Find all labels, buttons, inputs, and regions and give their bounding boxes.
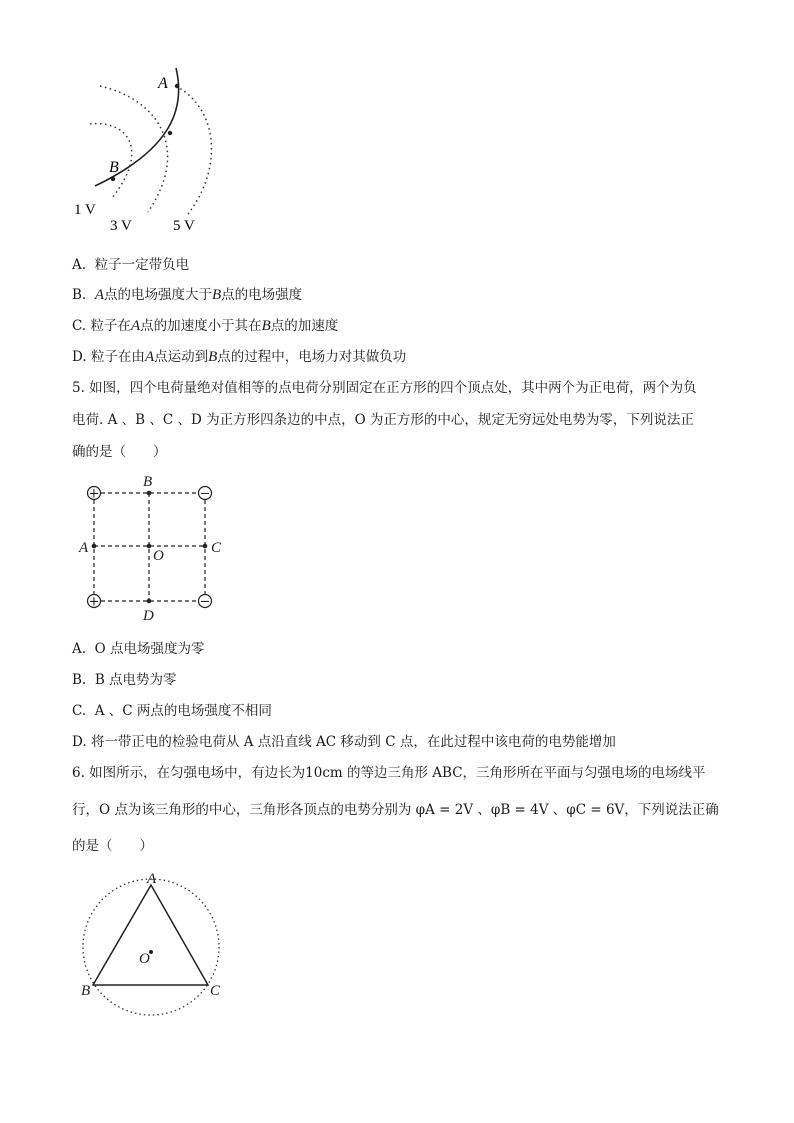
label-1v: 1 V <box>74 202 96 218</box>
q6-stem-line2: 行，O 点为该三角形的中心，三角形各顶点的电势分别为 φA = 2V 、φB = 4V 、φC = 6V，下列说法正确 <box>72 802 719 818</box>
q4-option-c: C. 粒子在A点的加速度小于其在B点的加速度 <box>72 318 339 334</box>
q5-option-b: B. B 点电势为零 <box>72 672 177 688</box>
q4-option-b: B. A点的电场强度大于B点的电场强度 <box>72 287 303 303</box>
label-q6-o: O <box>139 951 150 967</box>
q6-stem-line3: 的是（ ） <box>72 838 153 854</box>
label-3v: 3 V <box>110 218 132 234</box>
circumscribed-circle <box>83 879 219 1015</box>
triangle-abc <box>93 885 208 985</box>
q6-stem-line1: 6. 如图所示，在匀强电场中，有边长为10cm 的等边三角形 ABC，三角形所在平面与匀强电场的电场线平 <box>72 765 706 781</box>
label-q6-a: A <box>147 871 157 887</box>
q4-option-d: D. 粒子在由A点运动到B点的过程中，电场力对其做负功 <box>72 349 407 365</box>
charge-sign-bottom-right: − <box>199 594 211 610</box>
label-q5-c: C <box>211 540 222 556</box>
charge-sign-top-left: + <box>88 486 100 502</box>
label-q5-a: A <box>79 540 89 556</box>
label-point-a: A <box>158 75 168 92</box>
q5-stem-line3: 确的是（ ） <box>72 444 167 460</box>
label-q5-b: B <box>143 474 153 490</box>
q5-option-d: D. 将一带正电的检验电荷从 A 点沿直线 AC 移动到 C 点，在此过程中该电荷的电势能增加 <box>72 734 616 750</box>
q5-option-c: C. A 、C 两点的电场强度不相同 <box>72 703 272 719</box>
label-q6-b: B <box>81 983 91 999</box>
q5-stem-line1: 5. 如图，四个电荷量绝对值相等的点电荷分别固定在正方形的四个顶点处，其中两个为正电荷，两个为负 <box>72 380 697 396</box>
label-q5-o: O <box>153 548 164 564</box>
q5-option-a: A. O 点电场强度为零 <box>72 641 205 657</box>
label-q6-c: C <box>210 983 221 999</box>
triangle-figure <box>0 0 260 1040</box>
charge-sign-bottom-left: + <box>88 594 100 610</box>
label-q5-d: D <box>143 608 154 624</box>
label-5v: 5 V <box>173 218 195 234</box>
charge-sign-top-right: − <box>199 486 211 502</box>
label-point-b: B <box>109 159 119 176</box>
q4-option-a: A. 粒子一定带负电 <box>72 257 190 273</box>
q5-stem-line2: 电荷. A 、B 、C 、D 为正方形四条边的中点，O 为正方形的中心，规定无穷远处电势为零，下列说法正 <box>72 412 694 428</box>
